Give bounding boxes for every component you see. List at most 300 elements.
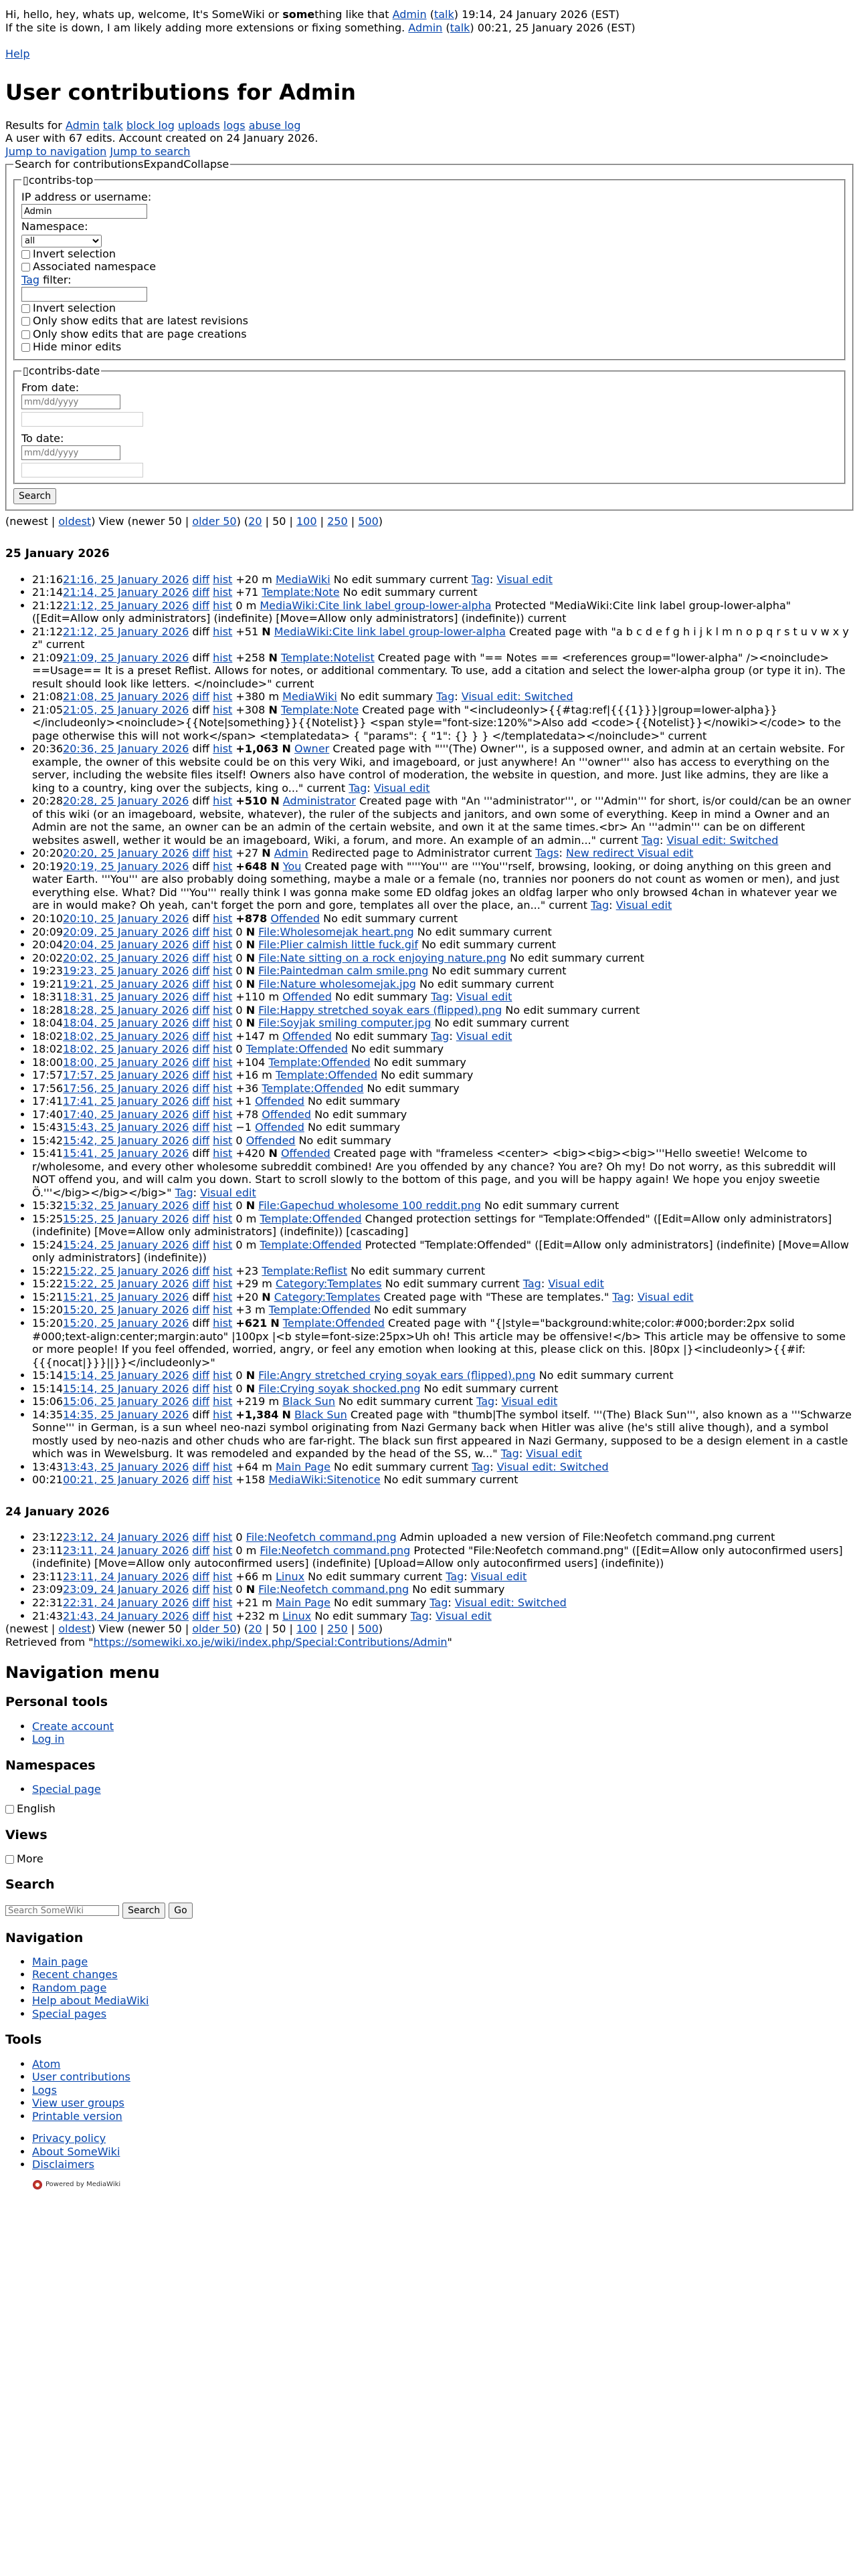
hist-link[interactable]: hist (213, 847, 233, 860)
page-link[interactable]: Admin (274, 847, 308, 860)
contribution-date-link[interactable]: 23:11, 24 January 2026 (63, 1543, 189, 1557)
to-date-input[interactable] (21, 445, 120, 460)
footer-link-about-somewiki[interactable]: About SomeWiki (32, 2145, 120, 2158)
tag-link[interactable]: Visual edit (456, 990, 512, 1004)
tag-link[interactable]: Visual edit (456, 1029, 512, 1043)
page-link[interactable]: Template:Offended (260, 1238, 362, 1251)
result-link-uploads[interactable]: uploads (177, 118, 220, 132)
hist-link[interactable]: hist (213, 1531, 233, 1544)
contribution-date-link[interactable]: 20:20, 25 January 2026 (63, 847, 189, 860)
page-link[interactable]: Template:Notelist (280, 651, 375, 664)
search-button[interactable]: Search (13, 488, 56, 504)
diff-link[interactable]: diff (192, 1303, 210, 1317)
diff-link[interactable]: diff (192, 1570, 210, 1583)
page-link[interactable]: File:Paintedman calm smile.png (258, 964, 429, 978)
diff-link[interactable]: diff (192, 1134, 210, 1147)
pager-oldest-link[interactable]: oldest (58, 1622, 92, 1636)
contribution-date-link[interactable]: 15:25, 25 January 2026 (63, 1212, 189, 1225)
namespace-select[interactable] (21, 235, 102, 247)
page-link[interactable]: MediaWiki:Sitenotice (268, 1473, 381, 1487)
page-link[interactable]: Linux (282, 1609, 312, 1622)
search-form-legend[interactable]: Search for contributionsExpandCollapse (15, 158, 229, 171)
tag-filter-link[interactable]: Tag (21, 273, 40, 286)
page-link[interactable]: File:Nature wholesomejak.jpg (258, 977, 416, 990)
tools-link-view-user-groups[interactable]: View user groups (32, 2097, 124, 2110)
from-date-picker[interactable] (21, 412, 143, 427)
sidebar-search-input[interactable] (5, 1905, 119, 1916)
contribution-date-link[interactable]: 15:43, 25 January 2026 (63, 1121, 189, 1134)
page-link[interactable]: File:Happy stretched soyak ears (flipped).png (258, 1003, 502, 1016)
contribution-date-link[interactable]: 17:56, 25 January 2026 (63, 1081, 189, 1095)
contribution-date-link[interactable]: 18:00, 25 January 2026 (63, 1055, 189, 1069)
hist-link[interactable]: hist (213, 1570, 233, 1583)
tag-link[interactable]: Visual edit (526, 1447, 582, 1461)
contribution-date-link[interactable]: 13:43, 25 January 2026 (63, 1460, 189, 1473)
page-link[interactable]: You (282, 859, 302, 873)
sidebar-search-button[interactable]: Search (122, 1903, 165, 1919)
contribution-date-link[interactable]: 15:14, 25 January 2026 (63, 1369, 189, 1382)
page-creations-checkbox[interactable] (21, 330, 30, 339)
invert-tag-checkbox[interactable] (21, 304, 30, 313)
contribution-date-link[interactable]: 21:08, 25 January 2026 (63, 690, 189, 704)
tags-link[interactable]: Tags (535, 847, 559, 860)
hist-link[interactable]: hist (213, 1609, 233, 1622)
tags-link[interactable]: Tag (446, 1570, 464, 1583)
footer-link-privacy-policy[interactable]: Privacy policy (32, 2132, 106, 2145)
hist-link[interactable]: hist (213, 1583, 233, 1596)
contribution-date-link[interactable]: 15:20, 25 January 2026 (63, 1316, 189, 1329)
hist-link[interactable]: hist (213, 1408, 233, 1421)
contribution-date-link[interactable]: 18:04, 25 January 2026 (63, 1016, 189, 1030)
diff-link[interactable]: diff (192, 1277, 210, 1291)
page-link[interactable]: Offended (282, 990, 332, 1004)
hist-link[interactable]: hist (213, 1473, 233, 1487)
result-link-logs[interactable]: logs (223, 118, 246, 132)
page-link[interactable]: MediaWiki (282, 690, 337, 704)
tags-link[interactable]: Tag (500, 1447, 519, 1461)
hist-link[interactable]: hist (213, 690, 233, 704)
sitenotice-user-link[interactable]: Admin (392, 8, 427, 21)
diff-link[interactable]: diff (192, 1382, 210, 1395)
hist-link[interactable]: hist (213, 1134, 233, 1147)
hist-link[interactable]: hist (213, 1081, 233, 1095)
tags-link[interactable]: Tag (410, 1609, 429, 1622)
hist-link[interactable]: hist (213, 1543, 233, 1557)
tag-link[interactable]: Visual edit (496, 572, 553, 586)
nav-link-help-about-mediawiki[interactable]: Help about MediaWiki (32, 1994, 149, 2008)
hist-link[interactable]: hist (213, 1316, 233, 1329)
contribution-date-link[interactable]: 17:57, 25 January 2026 (63, 1069, 189, 1082)
tags-link[interactable]: Tag (612, 1290, 631, 1303)
page-link[interactable]: File:Nate sitting on a rock enjoying nature.png (258, 951, 507, 964)
tags-link[interactable]: Tag (591, 899, 609, 912)
tools-link-user-contributions[interactable]: User contributions (32, 2070, 130, 2084)
hist-link[interactable]: hist (213, 1055, 233, 1069)
diff-link[interactable]: diff (192, 1264, 210, 1277)
jump-to-search-link[interactable]: Jump to search (110, 144, 191, 158)
contribution-date-link[interactable]: 15:22, 25 January 2026 (63, 1264, 189, 1277)
tags-link[interactable]: Tag (431, 1029, 450, 1043)
tag-link[interactable]: Visual edit (436, 1609, 492, 1622)
contribution-date-link[interactable]: 15:20, 25 January 2026 (63, 1303, 189, 1317)
diff-link[interactable]: diff (192, 1543, 210, 1557)
page-link[interactable]: File:Plier calmish little fuck.gif (258, 938, 418, 952)
contribution-date-link[interactable]: 00:21, 25 January 2026 (63, 1473, 189, 1487)
diff-link[interactable]: diff (192, 951, 210, 964)
contribution-date-link[interactable]: 20:36, 25 January 2026 (63, 742, 189, 756)
hist-link[interactable]: hist (213, 1043, 233, 1056)
contribution-date-link[interactable]: 23:12, 24 January 2026 (63, 1531, 189, 1544)
diff-link[interactable]: diff (192, 990, 210, 1004)
hist-link[interactable]: hist (213, 1029, 233, 1043)
language-checkbox[interactable] (5, 1805, 14, 1814)
contribution-time: 15:06 (32, 1395, 64, 1408)
contribution-date-link[interactable]: 21:16, 25 January 2026 (63, 572, 189, 586)
powered-by-mediawiki[interactable] (32, 2179, 120, 2190)
tags-link[interactable]: Tag (476, 1395, 495, 1408)
diff-link[interactable]: diff (192, 977, 210, 990)
tools-link-printable-version[interactable]: Printable version (32, 2109, 122, 2123)
tools-link-atom[interactable]: Atom (32, 2057, 61, 2070)
tools-heading: Tools (5, 2032, 42, 2048)
page-link[interactable]: File:Soyjak smiling computer.jpg (258, 1016, 432, 1030)
tag-link[interactable]: Visual edit (501, 1395, 558, 1408)
hist-link[interactable]: hist (213, 1382, 233, 1395)
hist-link[interactable]: hist (213, 1460, 233, 1473)
tags-link[interactable]: Tag (471, 572, 490, 586)
nav-link-random-page[interactable]: Random page (32, 1981, 107, 1994)
nav-link-main-page[interactable]: Main page (32, 1955, 88, 1968)
pager-size-250[interactable]: 250 (327, 515, 348, 528)
page-link[interactable]: File:Neofetch command.png (260, 1543, 411, 1557)
nav-link-recent-changes[interactable]: Recent changes (32, 1968, 118, 1981)
latest-revisions-checkbox[interactable] (21, 317, 30, 326)
page-link[interactable]: Offended (262, 1107, 312, 1121)
page-link[interactable]: Administrator (282, 794, 356, 808)
tag-link[interactable]: Visual edit (470, 1570, 527, 1583)
hist-link[interactable]: hist (213, 599, 233, 612)
tags-link[interactable]: Tag (175, 1186, 193, 1199)
pager-size-250[interactable]: 250 (327, 1622, 348, 1636)
contribution-date-link[interactable]: 21:05, 25 January 2026 (63, 703, 189, 716)
page-link[interactable]: Template:Note (280, 703, 359, 716)
page-link[interactable]: Template:Offended (262, 1081, 364, 1095)
page-link[interactable]: Template:Offended (268, 1303, 371, 1317)
page-link[interactable]: Main Page (275, 1460, 330, 1473)
hist-link[interactable]: hist (213, 625, 233, 638)
tag-link[interactable]: Visual edit: Switched (461, 690, 573, 704)
diff-link[interactable]: diff (192, 1199, 210, 1212)
edit-summary: Created page with "frameless <center> <big><big><big>'''Hello sweetie! Welcome to r/wholesome, and every other wholesome subreddit combined! Are you offended by any chance? You are? Oh my! Do not worry, as this subreddit will NOT offend you, and will calm you down. Start to scroll slowly to the bottom of this page, and you will be happy again! We hope you enjoy sweetie Ö.'''</big></big></big>" (32, 1147, 836, 1199)
hist-link[interactable]: hist (213, 1121, 233, 1134)
sitenotice-user-link[interactable]: Admin (408, 21, 443, 34)
tags-link[interactable]: Tag (431, 990, 450, 1004)
contribution-date-link[interactable]: 18:31, 25 January 2026 (63, 990, 189, 1004)
page-link[interactable]: MediaWiki (275, 572, 330, 586)
diff-link[interactable]: diff (192, 690, 210, 704)
diff-link[interactable]: diff (192, 938, 210, 952)
sitenotice-talk-link[interactable]: talk (450, 21, 470, 34)
hist-link[interactable]: hist (213, 1199, 233, 1212)
hist-link[interactable]: hist (213, 1147, 233, 1160)
tags-link[interactable]: Tag (436, 690, 455, 704)
page-link[interactable]: Category:Templates (274, 1290, 381, 1303)
page-link[interactable]: File:Wholesomejak heart.png (258, 925, 414, 938)
diff-link[interactable]: diff (192, 1238, 210, 1251)
to-date-picker[interactable] (21, 463, 143, 477)
tags-link[interactable]: Tag (522, 1277, 541, 1291)
diff-link[interactable]: diff (192, 1121, 210, 1134)
hist-link[interactable]: hist (213, 1303, 233, 1317)
pager-size-current: 50 (272, 515, 286, 528)
hist-link[interactable]: hist (213, 1238, 233, 1251)
tag-link[interactable]: Visual edit (373, 781, 430, 794)
pager-size-500[interactable]: 500 (358, 515, 379, 528)
pager-oldest-link[interactable]: oldest (58, 515, 92, 528)
pager-size-100[interactable]: 100 (296, 515, 317, 528)
page-link[interactable]: Template:Note (262, 586, 340, 599)
contribution-date-link[interactable]: 20:28, 25 January 2026 (63, 794, 189, 808)
page-link[interactable]: Offended (255, 1095, 304, 1108)
tags-link[interactable]: Tag (430, 1596, 448, 1609)
diff-link[interactable]: diff (192, 964, 210, 978)
contribution-date-link[interactable]: 21:14, 25 January 2026 (63, 586, 189, 599)
diff-link[interactable]: diff (192, 1609, 210, 1622)
invert-selection-checkbox[interactable] (21, 250, 30, 259)
diff-link[interactable]: diff (192, 599, 210, 612)
hist-link[interactable]: hist (213, 1069, 233, 1082)
contribution-date-link[interactable]: 20:04, 25 January 2026 (63, 938, 189, 952)
hist-link[interactable]: hist (213, 912, 233, 925)
contribution-date-link[interactable]: 15:41, 25 January 2026 (63, 1147, 189, 1160)
edit-summary: No edit summary current (502, 1003, 640, 1016)
contribution-date-link[interactable]: 23:11, 24 January 2026 (63, 1570, 189, 1583)
contribution-date-link[interactable]: 20:19, 25 January 2026 (63, 859, 189, 873)
diff-link[interactable]: diff (192, 1596, 210, 1609)
page-link[interactable]: Offended (255, 1121, 304, 1134)
diff-link[interactable]: diff (192, 1395, 210, 1408)
hist-link[interactable]: hist (213, 586, 233, 599)
results-line (5, 119, 854, 132)
byte-change: 0 (235, 977, 243, 990)
pager-older-link[interactable]: older 50 (192, 515, 237, 528)
page-link[interactable]: Category:Templates (275, 1277, 382, 1291)
page-link[interactable]: Template:Offended (275, 1069, 378, 1082)
page-link[interactable]: Template:Reflist (262, 1264, 348, 1277)
contribution-date-link[interactable]: 23:09, 24 January 2026 (63, 1583, 189, 1596)
diff-link[interactable]: diff (192, 1029, 210, 1043)
page-link[interactable]: Main Page (275, 1596, 330, 1609)
hist-link[interactable]: hist (213, 1212, 233, 1225)
jump-to-navigation-link[interactable]: Jump to navigation (5, 144, 107, 158)
contribution-date-link[interactable]: 15:42, 25 January 2026 (63, 1134, 189, 1147)
hist-link[interactable]: hist (213, 1290, 233, 1303)
tag-link[interactable]: Visual edit: Switched (454, 1596, 567, 1609)
username-input[interactable] (21, 204, 147, 219)
page-link[interactable]: Template:Offended (246, 1043, 348, 1056)
hist-link[interactable]: hist (213, 1596, 233, 1609)
page-link[interactable]: Template:Offended (268, 1055, 371, 1069)
hist-link[interactable]: hist (213, 1395, 233, 1408)
hist-link[interactable]: hist (213, 1016, 233, 1030)
tag-filter-input[interactable] (21, 287, 147, 302)
contribution-date-link[interactable]: 21:43, 24 January 2026 (63, 1609, 189, 1622)
tags-link[interactable]: Tag (641, 833, 660, 847)
sitenotice-talk-link[interactable]: talk (434, 8, 454, 21)
diff-link[interactable]: diff (192, 572, 210, 586)
diff-link[interactable]: diff (192, 1043, 210, 1056)
byte-change: 0 (235, 964, 243, 978)
diff-link[interactable]: diff (192, 1107, 210, 1121)
diff-link[interactable]: diff (192, 1531, 210, 1544)
diff-link[interactable]: diff (192, 1473, 210, 1487)
contribution-date-link[interactable]: 19:21, 25 January 2026 (63, 977, 189, 990)
hist-link[interactable]: hist (213, 742, 233, 756)
contribution-date-link[interactable]: 20:10, 25 January 2026 (63, 912, 189, 925)
edit-summary: No edit summary (331, 990, 432, 1004)
edit-summary: Created page with "An '''administrator''', or '''Admin''' for short, is/or could/can be an owner of this wiki (or an imageboard, website, whatever), the ruler of the subjects and janitors, and own some of everything. Keep in mind a Owner and an Admin are not the same, an owner can be an admin of the certain website, and own it at the same times.<br> An '''admin''' can be on different websites aswell, wether it would be an imageboard, Wiki, a forum, and more. An example of an admin..." current (32, 794, 851, 847)
tags-link[interactable]: Tag (349, 781, 367, 794)
page-link[interactable]: MediaWiki:Cite link label group-lower-alpha (274, 625, 506, 638)
new-page-flag: N (270, 859, 280, 873)
diff-link[interactable]: diff (192, 586, 210, 599)
result-link-talk[interactable]: talk (103, 118, 123, 132)
page-link[interactable]: File:Crying soyak shocked.png (258, 1382, 421, 1395)
tag-link[interactable]: New redirect Visual edit (565, 847, 694, 860)
new-page-flag: N (246, 964, 256, 978)
hist-link[interactable]: hist (213, 990, 233, 1004)
tag-link[interactable]: Visual edit (548, 1277, 604, 1291)
pager-size-500[interactable]: 500 (358, 1622, 379, 1636)
retrieved-url-link[interactable]: https://somewiki.xo.je/wiki/index.php/Special:Contributions/Admin (93, 1635, 448, 1648)
hist-link[interactable]: hist (213, 977, 233, 990)
contribution-date-link[interactable]: 15:24, 25 January 2026 (63, 1238, 189, 1251)
broken-image-icon: ▯ (23, 364, 29, 377)
page-link[interactable]: Template:Offended (282, 1316, 385, 1329)
contribution-date-link[interactable]: 22:31, 24 January 2026 (63, 1596, 189, 1609)
hist-link[interactable]: hist (213, 572, 233, 586)
contribution-date-link[interactable]: 18:28, 25 January 2026 (63, 1003, 189, 1016)
more-checkbox[interactable] (5, 1855, 14, 1864)
contribution-date-link[interactable]: 17:40, 25 January 2026 (63, 1107, 189, 1121)
hist-link[interactable]: hist (213, 703, 233, 716)
diff-link[interactable]: diff (192, 847, 210, 860)
pager-size-100[interactable]: 100 (296, 1622, 317, 1636)
page-link[interactable]: Linux (275, 1570, 305, 1583)
hist-link[interactable]: hist (213, 938, 233, 952)
nav-link-special-pages[interactable]: Special pages (32, 2007, 107, 2020)
pager-older-link[interactable]: older 50 (192, 1622, 237, 1636)
result-link-Admin[interactable]: Admin (65, 118, 100, 132)
hist-link[interactable]: hist (213, 964, 233, 978)
contribution-date-link[interactable]: 18:02, 25 January 2026 (63, 1043, 189, 1056)
pager-size-20[interactable]: 20 (248, 1622, 262, 1636)
tag-link[interactable]: Visual edit (200, 1186, 256, 1199)
page-link[interactable]: File:Neofetch command.png (258, 1583, 409, 1596)
diff-link[interactable]: diff (192, 1081, 210, 1095)
result-link-abuse-log[interactable]: abuse log (248, 118, 301, 132)
contribution-date-link[interactable]: 19:23, 25 January 2026 (63, 964, 189, 978)
contribution-date-link[interactable]: 15:21, 25 January 2026 (63, 1290, 189, 1303)
page-link[interactable]: Offended (282, 1029, 332, 1043)
diff-link[interactable]: diff (192, 1069, 210, 1082)
page-link[interactable]: Black Sun (294, 1408, 347, 1421)
diff-link[interactable]: diff (192, 1369, 210, 1382)
sidebar-go-button[interactable]: Go (169, 1903, 192, 1919)
personal-link-log-in[interactable]: Log in (32, 1733, 65, 1746)
contribution-date-link[interactable]: 15:06, 25 January 2026 (63, 1395, 189, 1408)
hist-link[interactable]: hist (213, 1003, 233, 1016)
hist-link[interactable]: hist (213, 651, 233, 664)
page-link[interactable]: File:Neofetch command.png (246, 1531, 397, 1544)
page-link[interactable]: Owner (294, 742, 330, 756)
result-link-block-log[interactable]: block log (126, 118, 175, 132)
contribution-date-link[interactable]: 17:41, 25 January 2026 (63, 1095, 189, 1108)
contribution-date-link[interactable]: 21:12, 25 January 2026 (63, 599, 189, 612)
tag-link[interactable]: Visual edit: Switched (666, 833, 779, 847)
contribution-date-link[interactable]: 15:32, 25 January 2026 (63, 1199, 189, 1212)
tag-link[interactable]: Visual edit (615, 899, 672, 912)
hist-link[interactable]: hist (213, 925, 233, 938)
contribution-date-link[interactable]: 15:14, 25 January 2026 (63, 1382, 189, 1395)
from-date-input[interactable] (21, 395, 120, 409)
namespace-link-special-page[interactable]: Special page (32, 1782, 101, 1796)
contribution-date-link[interactable]: 14:35, 25 January 2026 (63, 1408, 189, 1421)
help-link[interactable]: Help (5, 47, 30, 61)
hist-link[interactable]: hist (213, 859, 233, 873)
diff-link[interactable]: diff (192, 925, 210, 938)
associated-namespace-checkbox[interactable] (21, 263, 30, 272)
diff-link[interactable]: diff (192, 1055, 210, 1069)
tag-link[interactable]: Visual edit (638, 1290, 694, 1303)
contribution-date-link[interactable]: 20:02, 25 January 2026 (63, 951, 189, 964)
hist-link[interactable]: hist (213, 1277, 233, 1291)
contribution-date-link[interactable]: 21:12, 25 January 2026 (63, 625, 189, 638)
hist-link[interactable]: hist (213, 1107, 233, 1121)
page-link[interactable]: File:Angry stretched crying soyak ears (flipped).png (258, 1369, 536, 1382)
diff-link[interactable]: diff (192, 1003, 210, 1016)
tags-link[interactable]: Tag (472, 1460, 490, 1473)
contribution-date-link[interactable]: 20:09, 25 January 2026 (63, 925, 189, 938)
page-link[interactable]: Offended (246, 1134, 296, 1147)
page-link[interactable]: File:Gapechud wholesome 100 reddit.png (258, 1199, 482, 1212)
hist-link[interactable]: hist (213, 1264, 233, 1277)
page-link[interactable]: Template:Offended (260, 1212, 362, 1225)
hist-link[interactable]: hist (213, 1095, 233, 1108)
diff-link[interactable]: diff (192, 1460, 210, 1473)
diff-link[interactable]: diff (192, 1212, 210, 1225)
contribution-date-link[interactable]: 15:22, 25 January 2026 (63, 1277, 189, 1291)
hist-link[interactable]: hist (213, 1369, 233, 1382)
hist-link[interactable]: hist (213, 794, 233, 808)
diff-link[interactable]: diff (192, 1583, 210, 1596)
page-link[interactable]: Offended (270, 912, 320, 925)
page-link[interactable]: Black Sun (282, 1395, 335, 1408)
tag-link[interactable]: Visual edit: Switched (496, 1460, 609, 1473)
tools-link-logs[interactable]: Logs (32, 2083, 57, 2097)
hist-link[interactable]: hist (213, 951, 233, 964)
diff-link[interactable]: diff (192, 1016, 210, 1030)
hide-minor-checkbox[interactable] (21, 343, 30, 352)
personal-link-create-account[interactable]: Create account (32, 1719, 114, 1733)
diff-link[interactable]: diff (192, 1095, 210, 1108)
pager-size-20[interactable]: 20 (248, 515, 262, 528)
page-link[interactable]: MediaWiki:Cite link label group-lower-alpha (260, 599, 492, 612)
page-link[interactable]: Offended (280, 1147, 330, 1160)
contribution-date-link[interactable]: 21:09, 25 January 2026 (63, 651, 189, 664)
footer-link-disclaimers[interactable]: Disclaimers (32, 2158, 94, 2171)
contribution-date-link[interactable]: 18:02, 25 January 2026 (63, 1029, 189, 1043)
